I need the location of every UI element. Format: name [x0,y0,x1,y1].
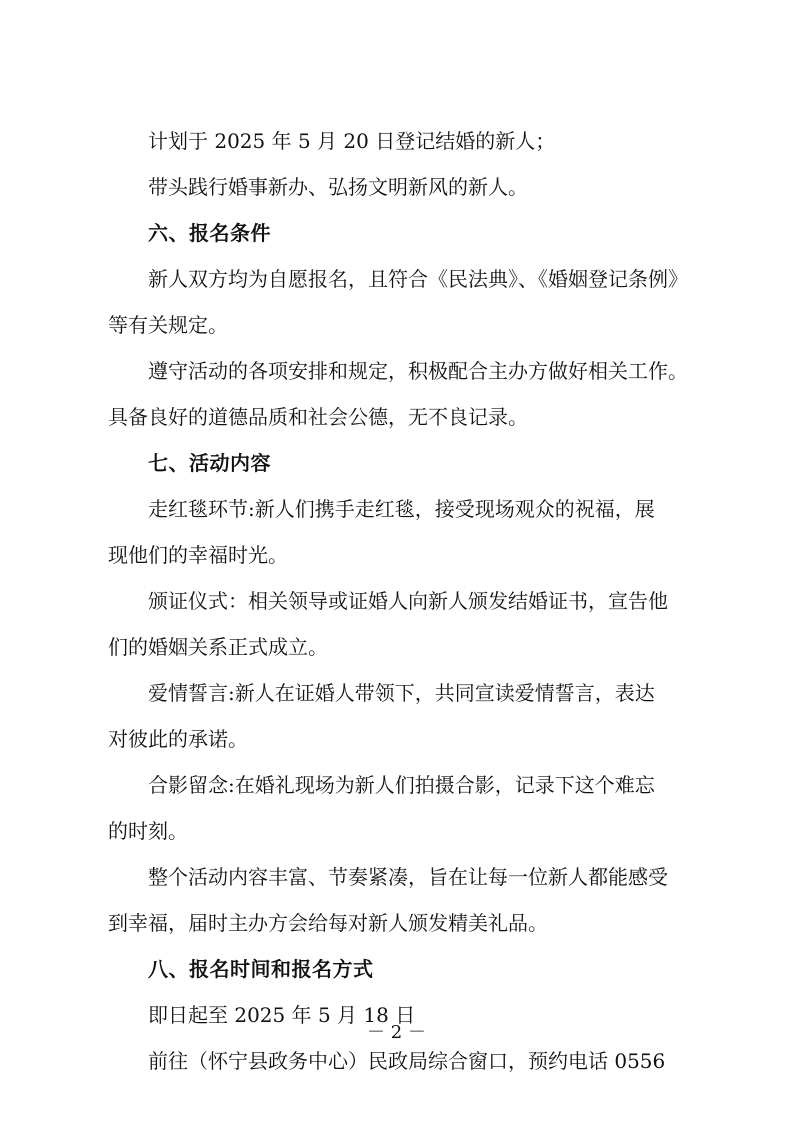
section-heading: 六、报名条件 [148,221,271,245]
page-number: － 2 － [367,1022,426,1043]
paragraph-continuation: 具备良好的道德品质和社会公德，无不良记录。 [108,405,528,429]
paragraph-continuation: 现他们的幸福时光。 [108,543,288,567]
paragraph-line: 颁证仪式：相关领导或证婚人向新人颁发结婚证书，宣告他 [148,589,668,613]
document-body [108,118,708,1084]
paragraph-line: 合影留念:在婚礼现场为新人们拍摄合影，记录下这个难忘 [148,773,655,797]
paragraph-continuation: 对彼此的承诺。 [108,727,248,751]
paragraph-continuation: 们的婚姻关系正式成立。 [108,635,328,659]
paragraph-continuation: 的时刻。 [108,819,188,843]
paragraph-line: 新人双方均为自愿报名，且符合《民法典》、《婚姻登记条例》 [148,267,688,291]
paragraph-line: 走红毯环节:新人们携手走红毯，接受现场观众的祝福，展 [148,497,655,521]
paragraph-line: 即日起至 2025 年 5 月 18 日 [148,1003,416,1027]
paragraph-line: 遵守活动的各项安排和规定，积极配合主办方做好相关工作。 [148,359,688,383]
section-heading: 八、报名时间和报名方式 [148,957,374,981]
paragraph-continuation: 等有关规定。 [108,313,228,337]
paragraph-line: 带头践行婚事新办、弘扬文明新风的新人。 [148,175,528,199]
section-heading: 七、活动内容 [148,451,271,475]
paragraph-line: 计划于 2025 年 5 月 20 日登记结婚的新人； [148,129,556,153]
paragraph-line: 爱情誓言:新人在证婚人带领下，共同宣读爱情誓言，表达 [148,681,655,705]
paragraph-line: 整个活动内容丰富、节奏紧凑，旨在让每一位新人都能感受 [148,865,668,889]
paragraph-line: 前往（怀宁县政务中心）民政局综合窗口，预约电话 0556 [148,1049,666,1073]
paragraph-continuation: 到幸福，届时主办方会给每对新人颁发精美礼品。 [108,911,548,935]
